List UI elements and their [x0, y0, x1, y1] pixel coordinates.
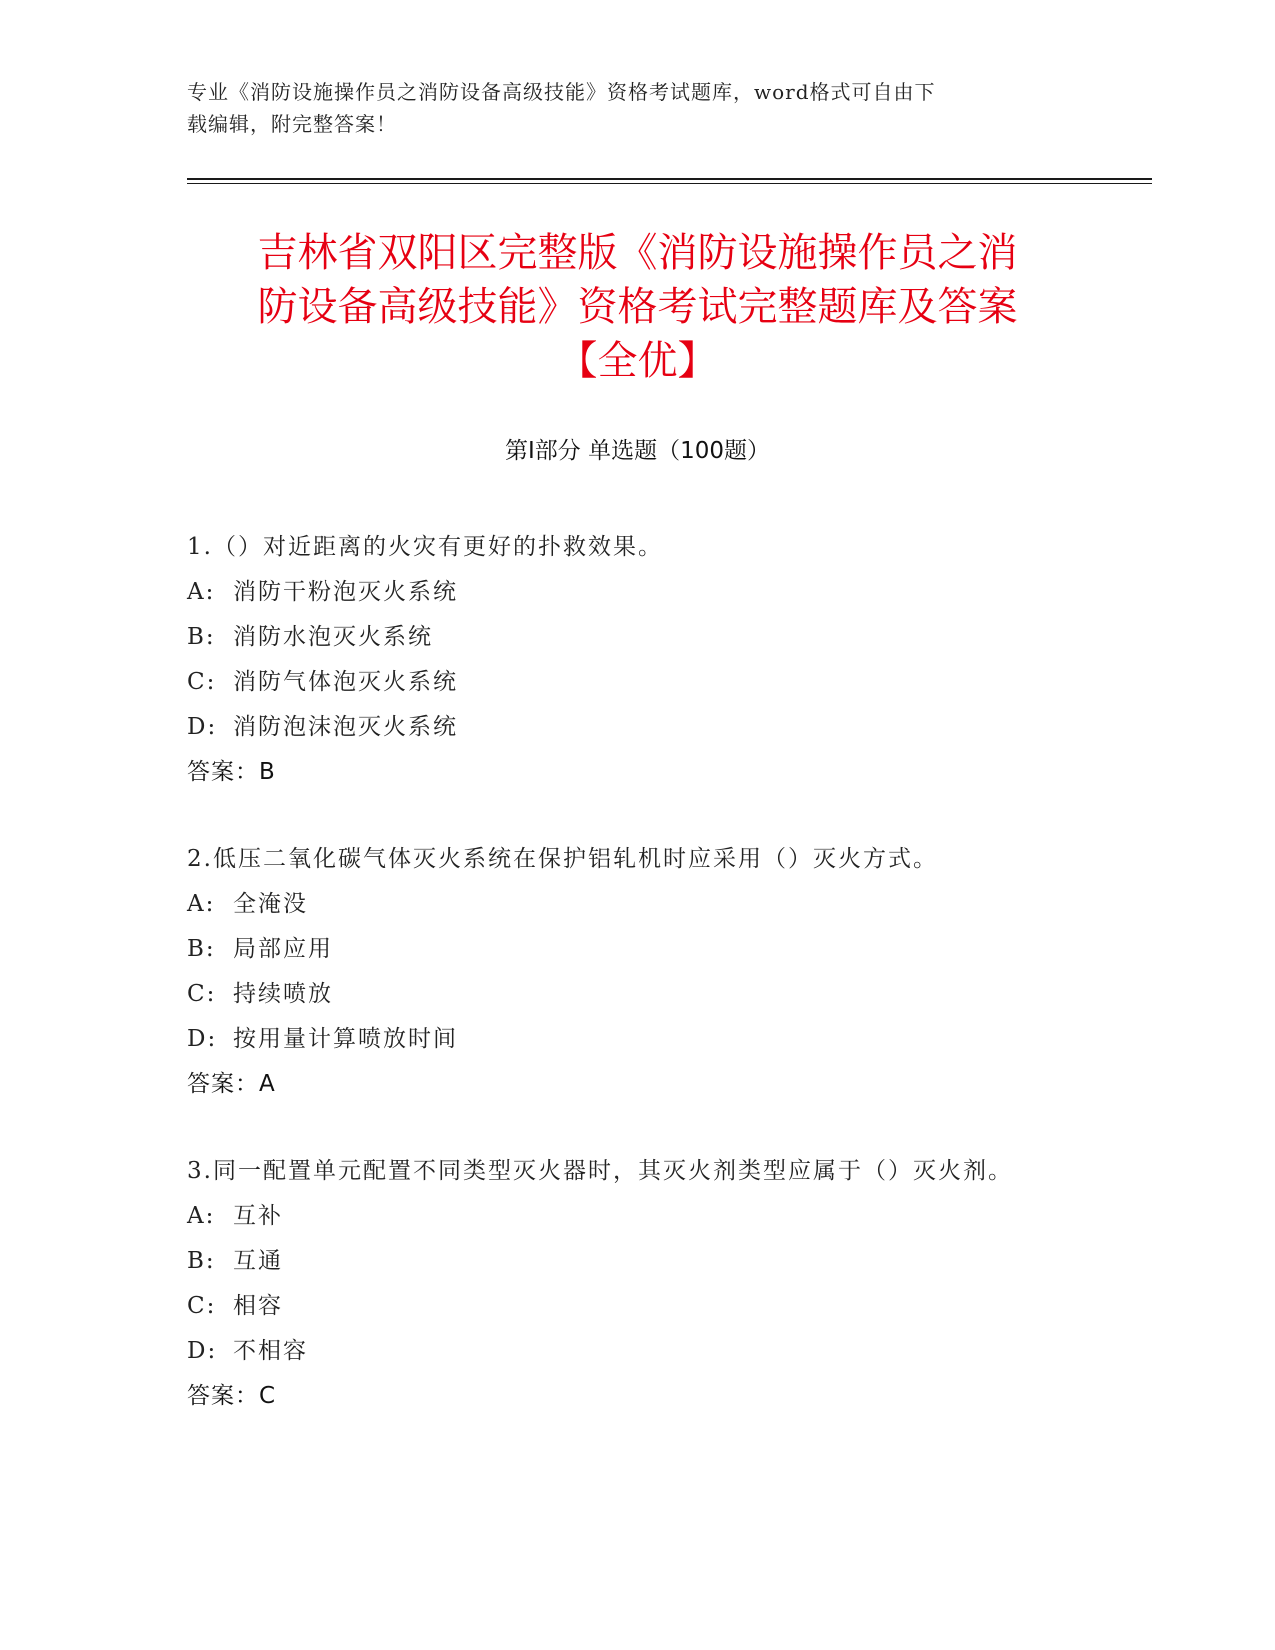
question-stem: 3.同一配置单元配置不同类型灭火器时，其灭火剂类型应属于（）灭火剂。 — [187, 1158, 1013, 1184]
header-note-line-1: 专业《消防设施操作员之消防设备高级技能》资格考试题库，word格式可自由下 — [187, 80, 936, 104]
option-text: 消防气体泡灭火系统 — [233, 669, 458, 695]
question-3 — [187, 1149, 1067, 1419]
option-text: 互通 — [233, 1248, 283, 1274]
question-stem: 2.低压二氧化碳气体灭火系统在保护铝轧机时应采用（）灭火方式。 — [187, 846, 938, 872]
document-title — [180, 226, 1095, 388]
title-line-3: 【全优】 — [557, 338, 718, 384]
question-stem: 1.（）对近距离的火灾有更好的扑救效果。 — [187, 534, 663, 560]
option-text: 全淹没 — [233, 891, 308, 917]
option-text: 消防泡沫泡灭火系统 — [233, 714, 458, 740]
option-letter: D: — [187, 1026, 218, 1052]
header-divider-thick — [187, 178, 1152, 180]
option-a — [187, 570, 1067, 615]
option-letter: D: — [187, 714, 218, 740]
question-spacer — [187, 795, 1067, 837]
option-d — [187, 1329, 1067, 1374]
option-letter: B: — [187, 936, 216, 962]
option-text: 相容 — [233, 1293, 283, 1319]
option-text: 按用量计算喷放时间 — [233, 1026, 458, 1052]
answer-line: 答案：B — [187, 759, 276, 785]
answer-line: 答案：A — [187, 1071, 276, 1097]
option-letter: C: — [187, 1293, 217, 1319]
option-b — [187, 1239, 1067, 1284]
option-c — [187, 972, 1067, 1017]
header-note-line-2: 载编辑，附完整答案！ — [187, 112, 397, 136]
option-letter: D: — [187, 1338, 218, 1364]
header-note — [187, 76, 1067, 140]
option-text: 消防干粉泡灭火系统 — [233, 579, 458, 605]
option-d — [187, 705, 1067, 750]
option-a — [187, 882, 1067, 927]
title-line-2: 防设备高级技能》资格考试完整题库及答案 — [257, 284, 1018, 330]
question-2 — [187, 837, 1067, 1107]
option-text: 互补 — [233, 1203, 283, 1229]
option-letter: A: — [187, 891, 216, 917]
option-text: 局部应用 — [233, 936, 333, 962]
option-a — [187, 1194, 1067, 1239]
option-text: 持续喷放 — [233, 981, 333, 1007]
question-spacer — [187, 1107, 1067, 1149]
option-d — [187, 1017, 1067, 1062]
option-b — [187, 615, 1067, 660]
answer-line: 答案：C — [187, 1383, 277, 1409]
header-divider-thin — [187, 183, 1152, 184]
option-letter: B: — [187, 624, 216, 650]
option-c — [187, 660, 1067, 705]
option-text: 消防水泡灭火系统 — [233, 624, 433, 650]
title-line-1: 吉林省双阳区完整版《消防设施操作员之消 — [257, 230, 1018, 276]
option-b — [187, 927, 1067, 972]
option-letter: C: — [187, 669, 217, 695]
option-letter: C: — [187, 981, 217, 1007]
option-letter: A: — [187, 579, 216, 605]
section-heading: 第Ⅰ部分 单选题（100题） — [505, 438, 770, 464]
option-letter: A: — [187, 1203, 216, 1229]
question-list — [187, 525, 1067, 1419]
question-1 — [187, 525, 1067, 795]
option-c — [187, 1284, 1067, 1329]
option-text: 不相容 — [233, 1338, 308, 1364]
option-letter: B: — [187, 1248, 216, 1274]
